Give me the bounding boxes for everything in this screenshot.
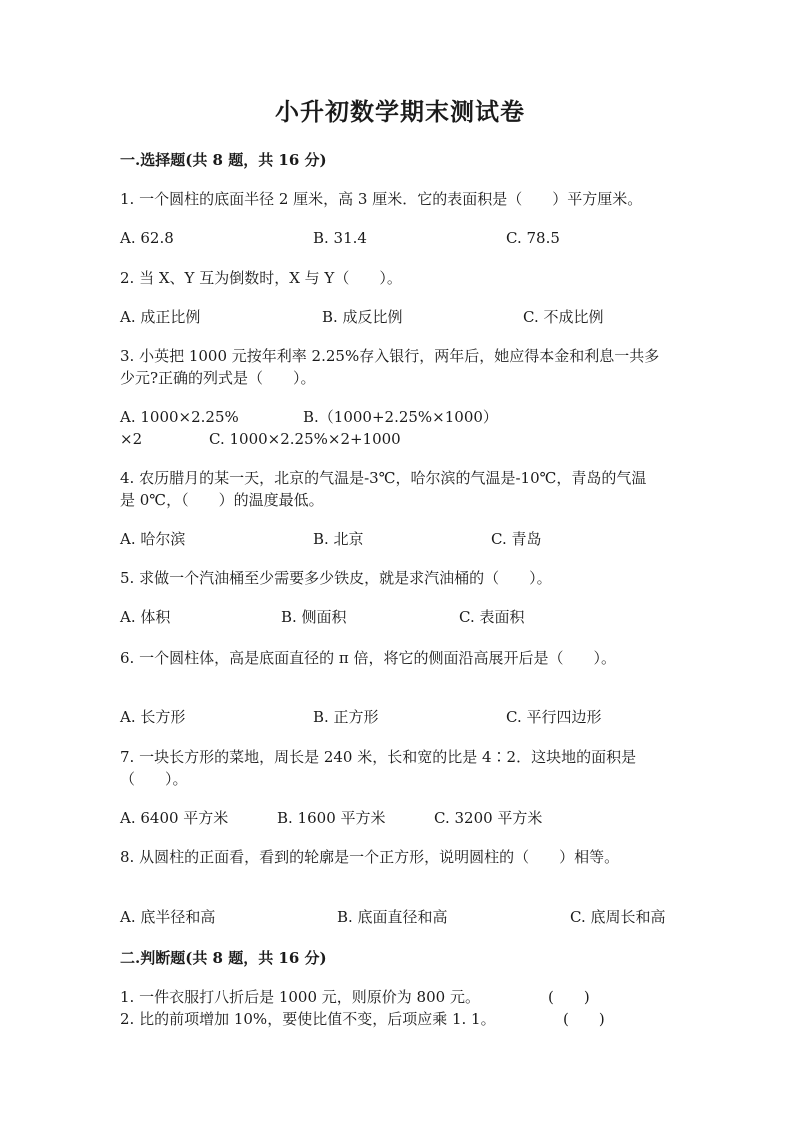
question-5-option-c: C. 表面积 [459,608,525,626]
question-8-option-c: C. 底周长和高 [570,908,666,926]
judgment-question-2-text: 2. 比的前项增加 10%，要使比值不变，后项应乘 1. 1。 [120,1010,496,1028]
question-6-option-c: C. 平行四边形 [506,708,602,726]
question-6-option-b: B. 正方形 [313,708,379,726]
question-8-option-a: A. 底半径和高 [120,908,216,926]
question-7-text-line-1: 7. 一块长方形的菜地，周长是 240 米，长和宽的比是 4∶2．这块地的面积是 [120,748,637,766]
question-3-option-c: C. 1000×2.25%×2+1000 [209,430,401,448]
question-4-text-line-1: 4. 农历腊月的某一天，北京的气温是-3℃，哈尔滨的气温是-10℃，青岛的气温 [120,469,647,487]
question-2-text: 2. 当 X、Y 互为倒数时，X 与 Y（ ）。 [120,269,402,287]
question-2-option-b: B. 成反比例 [322,308,403,326]
judgment-question-2-blank: ( ) [563,1010,605,1028]
question-8-option-b: B. 底面直径和高 [337,908,448,926]
question-1-option-c: C. 78.5 [506,229,560,247]
question-5-text: 5. 求做一个汽油桶至少需要多少铁皮，就是求汽油桶的（ ）。 [120,569,552,587]
question-3-option-b: B.（1000+2.25%×1000） [303,408,498,426]
question-4-text-line-2: 是 0℃，（ ）的温度最低。 [120,491,324,509]
question-7-text-line-2: （ ）。 [120,770,188,788]
question-7-option-a: A. 6400 平方米 [120,809,229,827]
question-4-option-a: A. 哈尔滨 [120,530,186,548]
question-2-option-c: C. 不成比例 [523,308,604,326]
question-4-option-b: B. 北京 [313,530,364,548]
judgment-question-1-text: 1. 一件衣服打八折后是 1000 元，则原价为 800 元。 [120,988,480,1006]
question-5-option-a: A. 体积 [120,608,171,626]
question-6-option-a: A. 长方形 [120,708,186,726]
question-2-option-a: A. 成正比例 [120,308,201,326]
question-6-text: 6. 一个圆柱体，高是底面直径的 π 倍，将它的侧面沿高展开后是（ ）。 [120,649,616,667]
question-3-text-line-1: 3. 小英把 1000 元按年利率 2.25%存入银行，两年后，她应得本金和利息一共多 [120,347,660,365]
question-1-option-b: B. 31.4 [313,229,367,247]
section-heading-multiple-choice: 一.选择题(共 8 题，共 16 分) [120,151,327,169]
section-heading-true-false: 二.判断题(共 8 题，共 16 分) [120,949,327,967]
question-3-option-a: A. 1000×2.25% [120,408,239,426]
page-title: 小升初数学期末测试卷 [275,97,525,126]
question-3-option-b-continued: ×2 [120,430,143,448]
question-1-option-a: A. 62.8 [120,229,174,247]
question-7-option-c: C. 3200 平方米 [434,809,543,827]
question-5-option-b: B. 侧面积 [281,608,347,626]
question-3-text-line-2: 少元?正确的列式是（ ）。 [120,369,316,387]
question-4-option-c: C. 青岛 [491,530,542,548]
question-7-option-b: B. 1600 平方米 [277,809,386,827]
question-1-text: 1. 一个圆柱的底面半径 2 厘米，高 3 厘米．它的表面积是（ ）平方厘米。 [120,190,643,208]
question-8-text: 8. 从圆柱的正面看，看到的轮廓是一个正方形，说明圆柱的（ ）相等。 [120,848,620,866]
judgment-question-1-blank: ( ) [548,988,590,1006]
